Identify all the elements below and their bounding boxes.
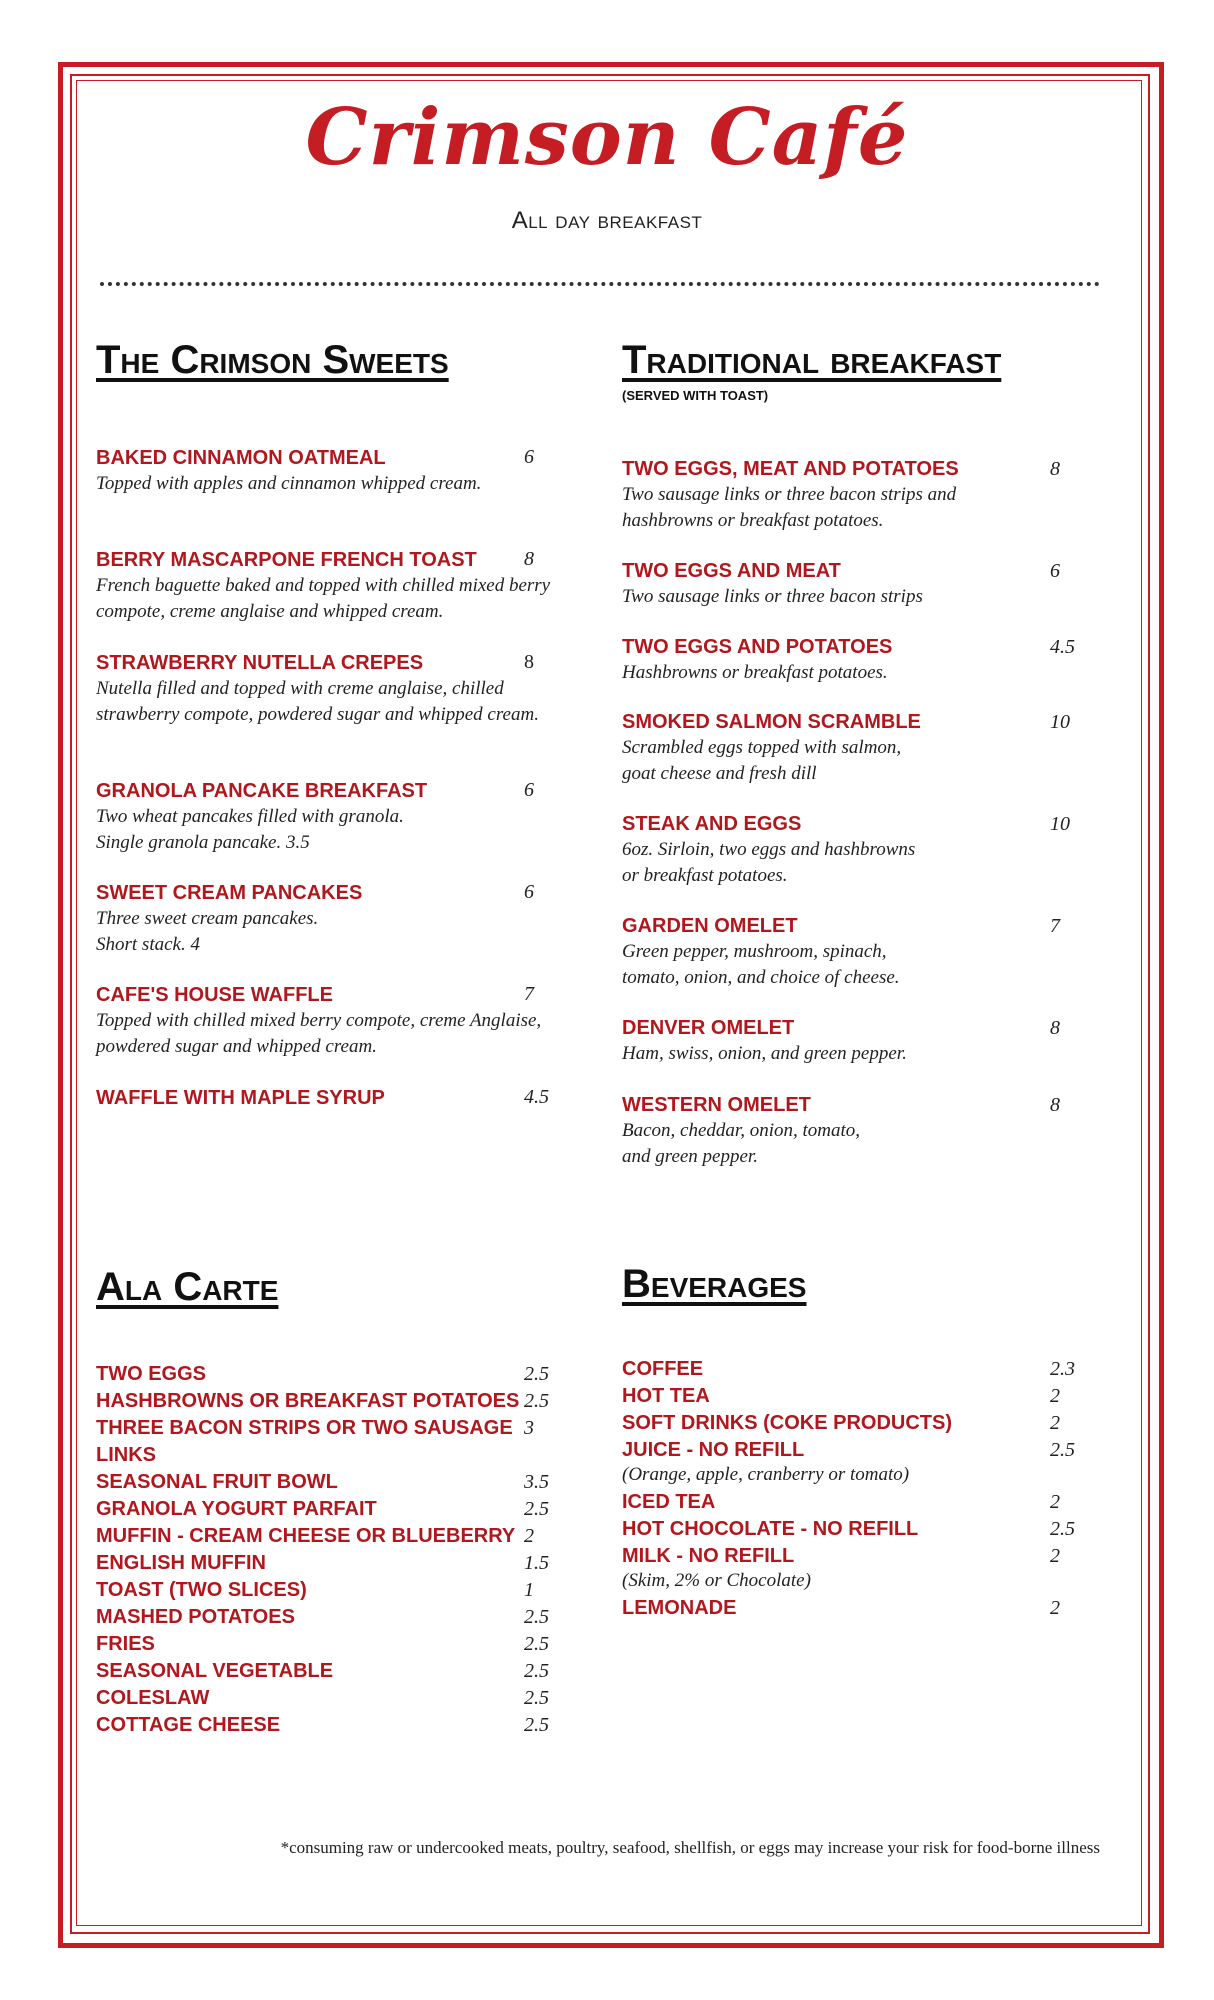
cafe-title: Crimson Café	[305, 92, 909, 183]
item-desc: Two wheat pancakes filled with granola.	[96, 806, 404, 827]
item-price: 8	[524, 651, 534, 673]
item-name: TWO EGGS AND MEAT	[622, 560, 841, 582]
menu-item	[622, 1015, 1042, 1067]
alacarte-item-price: 3.5	[524, 1471, 549, 1493]
beverage-item-name: MILK - NO REFILL	[622, 1545, 795, 1567]
item-price: 8	[1050, 458, 1060, 480]
item-price: 4.5	[524, 1086, 549, 1108]
menu-item	[96, 1085, 576, 1111]
beverage-note: (Skim, 2% or Chocolate)	[622, 1570, 811, 1591]
alacarte-item-price: 3	[524, 1417, 534, 1439]
alacarte-item-name: GRANOLA YOGURT PARFAIT	[96, 1498, 377, 1520]
menu-item	[622, 811, 1042, 889]
item-price: 6	[524, 779, 534, 801]
menu-item	[96, 982, 546, 1060]
item-price: 4.5	[1050, 636, 1075, 658]
item-desc-extra: Short stack. 4	[96, 934, 200, 955]
item-desc: Two sausage links or three bacon strips and hashbrowns or breakfast potatoes.	[622, 484, 957, 531]
beverage-item-price: 2	[1050, 1412, 1060, 1434]
item-name: SWEET CREAM PANCAKES	[96, 882, 363, 904]
alacarte-item-price: 2.5	[524, 1498, 549, 1520]
food-safety-disclaimer: *consuming raw or undercooked meats, poultry, seafood, shellfish, or eggs may increase your risk for food-borne illness	[280, 1838, 1100, 1857]
beverage-item-name: JUICE - NO REFILL	[622, 1439, 805, 1461]
alacarte-item-price: 2	[524, 1525, 534, 1547]
beverage-item-price: 2.3	[1050, 1358, 1075, 1380]
item-name: GRANOLA PANCAKE BREAKFAST	[96, 780, 428, 802]
menu-item	[96, 445, 576, 497]
alacarte-item-price: 2.5	[524, 1660, 549, 1682]
beverage-item-price: 2	[1050, 1597, 1060, 1619]
item-desc: Three sweet cream pancakes.	[96, 908, 319, 929]
item-desc: Nutella filled and topped with creme anglaise, chilled strawberry compote, powdered sugar and whipped cream.	[96, 678, 539, 725]
section-title-beverages: Beverages	[622, 1262, 807, 1306]
beverage-item-name: ICED TEA	[622, 1491, 716, 1513]
menu-item	[622, 913, 1042, 991]
item-price: 10	[1050, 813, 1070, 835]
beverage-item-name: HOT CHOCOLATE - NO REFILL	[622, 1518, 919, 1540]
alacarte-item-name: ENGLISH MUFFIN	[96, 1552, 266, 1574]
cafe-subtitle: All day breakfast	[511, 207, 703, 234]
menu-item	[622, 709, 1042, 787]
menu-item	[96, 650, 582, 728]
item-desc: Scrambled eggs topped with salmon,	[622, 737, 902, 758]
section-title-alacarte: Ala Carte	[96, 1265, 279, 1309]
menu-item	[96, 880, 576, 958]
item-desc: Two sausage links or three bacon strips	[622, 586, 923, 607]
alacarte-item-price: 2.5	[524, 1606, 549, 1628]
alacarte-item-name: TOAST (TWO SLICES)	[96, 1579, 307, 1601]
alacarte-item-price: 1	[524, 1579, 534, 1601]
dotted-divider	[100, 282, 1100, 286]
item-name: SMOKED SALMON SCRAMBLE	[622, 711, 921, 733]
item-desc-extra: goat cheese and fresh dill	[622, 763, 817, 784]
alacarte-item-price: 2.5	[524, 1390, 549, 1412]
item-desc: Topped with apples and cinnamon whipped cream.	[96, 473, 482, 494]
alacarte-item-name: SEASONAL VEGETABLE	[96, 1660, 334, 1682]
item-price: 10	[1050, 711, 1070, 733]
item-name: TWO EGGS, MEAT AND POTATOES	[622, 458, 959, 480]
item-price: 8	[1050, 1094, 1060, 1116]
item-desc-extra: tomato, onion, and choice of cheese.	[622, 967, 900, 988]
beverage-item-name: LEMONADE	[622, 1597, 737, 1619]
menu-item	[622, 456, 1042, 534]
menu-item	[96, 778, 576, 856]
item-name: WAFFLE WITH MAPLE SYRUP	[96, 1087, 385, 1109]
beverage-item-name: HOT TEA	[622, 1385, 710, 1407]
alacarte-item-name: HASHBROWNS OR BREAKFAST POTATOES	[96, 1390, 520, 1412]
section-title-traditional: Traditional breakfast	[622, 338, 1002, 382]
item-price: 6	[1050, 560, 1060, 582]
item-price: 6	[524, 881, 534, 903]
alacarte-item-price: 2.5	[524, 1714, 549, 1736]
item-desc: 6oz. Sirloin, two eggs and hashbrowns	[622, 839, 916, 860]
menu-item	[622, 1092, 1042, 1170]
item-name: BAKED CINNAMON OATMEAL	[96, 447, 386, 469]
alacarte-item-name: FRIES	[96, 1633, 155, 1655]
item-desc-extra: or breakfast potatoes.	[622, 865, 788, 886]
item-name: CAFE'S HOUSE WAFFLE	[96, 984, 333, 1006]
alacarte-item-name: MUFFIN - CREAM CHEESE OR BLUEBERRY	[96, 1525, 516, 1547]
item-name: DENVER OMELET	[622, 1017, 795, 1039]
beverage-item-price: 2.5	[1050, 1518, 1075, 1540]
beverage-item-price: 2	[1050, 1545, 1060, 1567]
alacarte-item-name: THREE BACON STRIPS OR TWO SAUSAGE	[96, 1417, 513, 1439]
alacarte-item-price: 2.5	[524, 1687, 549, 1709]
item-name: GARDEN OMELET	[622, 915, 798, 937]
item-name: BERRY MASCARPONE FRENCH TOAST	[96, 549, 477, 571]
alacarte-item-price: 2.5	[524, 1633, 549, 1655]
alacarte-item-name: COLESLAW	[96, 1687, 210, 1709]
section-note-served-with-toast: (SERVED WITH TOAST)	[622, 388, 769, 403]
item-name: STEAK AND EGGS	[622, 813, 802, 835]
item-desc: French baguette baked and topped with chilled mixed berry compote, creme anglaise and whipped cream.	[96, 575, 551, 622]
item-desc-extra: and green pepper.	[622, 1146, 758, 1167]
item-desc: Hashbrowns or breakfast potatoes.	[622, 662, 888, 683]
alacarte-item-price: 1.5	[524, 1552, 549, 1574]
menu-item	[96, 547, 576, 625]
item-name: WESTERN OMELET	[622, 1094, 811, 1116]
beverage-item-name: SOFT DRINKS (COKE PRODUCTS)	[622, 1412, 952, 1434]
item-desc: Green pepper, mushroom, spinach,	[622, 941, 887, 962]
item-desc-extra: Single granola pancake. 3.5	[96, 832, 310, 853]
item-desc: Topped with chilled mixed berry compote, creme Anglaise, powdered sugar and whipped cream.	[96, 1010, 542, 1057]
item-name: TWO EGGS AND POTATOES	[622, 636, 893, 658]
beverage-item-price: 2	[1050, 1491, 1060, 1513]
item-price: 7	[524, 983, 534, 1005]
item-name: STRAWBERRY NUTELLA CREPES	[96, 652, 424, 674]
alacarte-item-name: LINKS	[96, 1444, 156, 1466]
alacarte-item-price: 2.5	[524, 1363, 549, 1385]
beverage-item-price: 2	[1050, 1385, 1060, 1407]
alacarte-item-name: COTTAGE CHEESE	[96, 1714, 281, 1736]
item-price: 8	[524, 548, 534, 570]
menu-item	[622, 634, 1042, 686]
item-desc: Ham, swiss, onion, and green pepper.	[622, 1043, 907, 1064]
alacarte-item-name: SEASONAL FRUIT BOWL	[96, 1471, 338, 1493]
menu-item	[622, 558, 1042, 610]
item-price: 7	[1050, 915, 1060, 937]
item-desc: Bacon, cheddar, onion, tomato,	[622, 1120, 861, 1141]
beverage-item-price: 2.5	[1050, 1439, 1075, 1461]
alacarte-item-name: MASHED POTATOES	[96, 1606, 295, 1628]
item-price: 6	[524, 446, 534, 468]
beverage-item-name: COFFEE	[622, 1358, 704, 1380]
beverage-note: (Orange, apple, cranberry or tomato)	[622, 1464, 910, 1485]
item-price: 8	[1050, 1017, 1060, 1039]
section-title-sweets: The Crimson Sweets	[96, 338, 449, 382]
alacarte-item-name: TWO EGGS	[96, 1363, 206, 1385]
